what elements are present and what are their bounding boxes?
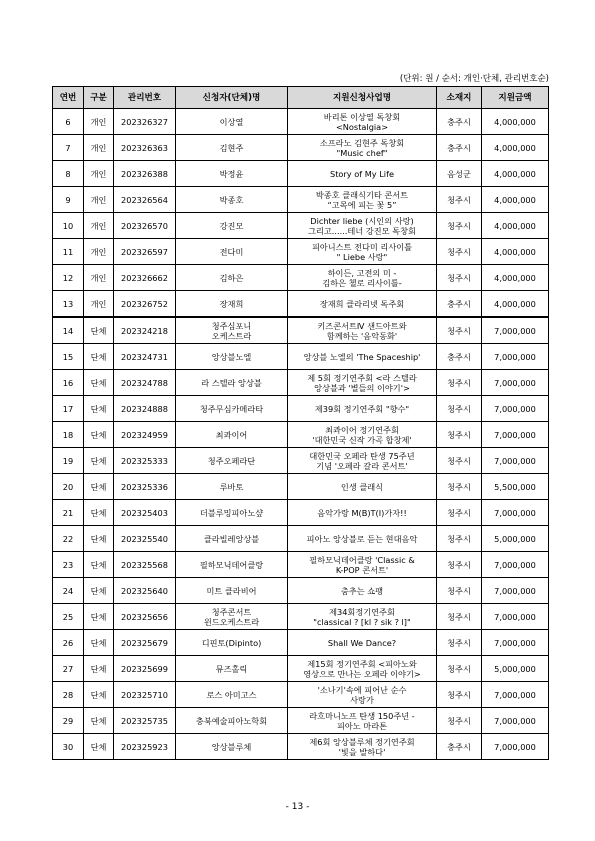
row-location: 음성군 bbox=[437, 161, 482, 187]
row-applicant: 김하은 bbox=[176, 265, 288, 291]
unit-note: (단위: 원 / 순서: 개인·단체, 관리번호순) bbox=[399, 74, 549, 84]
row-type: 개인 bbox=[84, 135, 114, 161]
row-location: 청주시 bbox=[437, 552, 482, 578]
row-type: 개인 bbox=[84, 213, 114, 239]
table-row bbox=[53, 239, 549, 265]
row-amount: 7,000,000 bbox=[482, 604, 549, 630]
row-location: 청주시 bbox=[437, 500, 482, 526]
row-id: 202326570 bbox=[114, 213, 176, 239]
table-row bbox=[53, 344, 549, 370]
row-location: 충주시 bbox=[437, 734, 482, 760]
row-applicant: 장재희 bbox=[176, 291, 288, 318]
table-row bbox=[53, 604, 549, 630]
table-row bbox=[53, 656, 549, 682]
row-number: 19 bbox=[53, 448, 84, 474]
table-row bbox=[53, 578, 549, 604]
row-type: 단체 bbox=[84, 656, 114, 682]
row-amount: 5,000,000 bbox=[482, 656, 549, 682]
row-applicant: 김현주 bbox=[176, 135, 288, 161]
row-id: 202326388 bbox=[114, 161, 176, 187]
row-id: 202326597 bbox=[114, 239, 176, 265]
row-location: 청주시 bbox=[437, 474, 482, 500]
row-location: 충주시 bbox=[437, 344, 482, 370]
header-id: 관리번호 bbox=[114, 87, 176, 109]
row-number: 14 bbox=[53, 317, 84, 344]
row-number: 8 bbox=[53, 161, 84, 187]
row-amount: 4,000,000 bbox=[482, 187, 549, 213]
row-amount: 7,000,000 bbox=[482, 552, 549, 578]
row-type: 단체 bbox=[84, 448, 114, 474]
row-id: 202326363 bbox=[114, 135, 176, 161]
row-id: 202326564 bbox=[114, 187, 176, 213]
row-project: 피아니스트 전다미 리사이틀 " Liebe 사랑" bbox=[288, 239, 437, 265]
header-project: 지원신청사업명 bbox=[288, 87, 437, 109]
row-project: 대한민국 오페라 탄생 75주년 기념 '오페라 갈라 콘서트' bbox=[288, 448, 437, 474]
table-row bbox=[53, 526, 549, 552]
row-id: 202325656 bbox=[114, 604, 176, 630]
row-project: 필하모닉데어클랑 'Classic & K-POP 콘서트' bbox=[288, 552, 437, 578]
row-type: 단체 bbox=[84, 604, 114, 630]
row-project: Dichter liebe (시인의 사랑) 그리고......테너 강진모 독창회 bbox=[288, 213, 437, 239]
table-row bbox=[53, 135, 549, 161]
row-number: 15 bbox=[53, 344, 84, 370]
row-applicant: 박종호 bbox=[176, 187, 288, 213]
table-row bbox=[53, 448, 549, 474]
row-type: 단체 bbox=[84, 396, 114, 422]
row-number: 20 bbox=[53, 474, 84, 500]
row-amount: 7,000,000 bbox=[482, 448, 549, 474]
row-number: 7 bbox=[53, 135, 84, 161]
table-row bbox=[53, 474, 549, 500]
row-number: 18 bbox=[53, 422, 84, 448]
table-row bbox=[53, 630, 549, 656]
row-id: 202325568 bbox=[114, 552, 176, 578]
table-row bbox=[53, 500, 549, 526]
row-location: 충주시 bbox=[437, 291, 482, 318]
row-applicant: 뮤즈홀릭 bbox=[176, 656, 288, 682]
table-row bbox=[53, 396, 549, 422]
row-number: 25 bbox=[53, 604, 84, 630]
row-location: 청주시 bbox=[437, 213, 482, 239]
row-applicant: 더블루밍피아노샾 bbox=[176, 500, 288, 526]
table-row bbox=[53, 265, 549, 291]
row-amount: 4,000,000 bbox=[482, 291, 549, 318]
row-number: 11 bbox=[53, 239, 84, 265]
row-id: 202324888 bbox=[114, 396, 176, 422]
row-id: 202324218 bbox=[114, 317, 176, 344]
row-location: 청주시 bbox=[437, 370, 482, 396]
row-id: 202325710 bbox=[114, 682, 176, 708]
row-number: 26 bbox=[53, 630, 84, 656]
row-type: 단체 bbox=[84, 500, 114, 526]
row-id: 202324788 bbox=[114, 370, 176, 396]
row-id: 202324731 bbox=[114, 344, 176, 370]
row-number: 12 bbox=[53, 265, 84, 291]
row-location: 청주시 bbox=[437, 422, 482, 448]
row-location: 청주시 bbox=[437, 604, 482, 630]
table-row bbox=[53, 734, 549, 760]
row-applicant: 디핀토(Dipinto) bbox=[176, 630, 288, 656]
row-id: 202325333 bbox=[114, 448, 176, 474]
row-applicant: 청주콘서트 윈드오케스트라 bbox=[176, 604, 288, 630]
row-amount: 7,000,000 bbox=[482, 317, 549, 344]
row-amount: 7,000,000 bbox=[482, 708, 549, 734]
row-number: 6 bbox=[53, 109, 84, 135]
table-row bbox=[53, 187, 549, 213]
row-number: 27 bbox=[53, 656, 84, 682]
row-location: 청주시 bbox=[437, 578, 482, 604]
row-type: 개인 bbox=[84, 109, 114, 135]
row-number: 16 bbox=[53, 370, 84, 396]
row-amount: 7,000,000 bbox=[482, 682, 549, 708]
row-type: 단체 bbox=[84, 317, 114, 344]
row-amount: 4,000,000 bbox=[482, 213, 549, 239]
row-applicant: 강진모 bbox=[176, 213, 288, 239]
row-project: 인생 클래식 bbox=[288, 474, 437, 500]
row-applicant: 앙상블노엘 bbox=[176, 344, 288, 370]
row-location: 충주시 bbox=[437, 135, 482, 161]
row-project: 제 5회 정기연주회 <라 스텔라 앙상블과 '별들의 이야기'> bbox=[288, 370, 437, 396]
row-amount: 7,000,000 bbox=[482, 344, 549, 370]
row-applicant: 앙상블루체 bbox=[176, 734, 288, 760]
row-project: 앙상블 노엘의 'The Spaceship' bbox=[288, 344, 437, 370]
row-location: 충주시 bbox=[437, 109, 482, 135]
table-body bbox=[53, 109, 549, 760]
row-number: 9 bbox=[53, 187, 84, 213]
table-row bbox=[53, 682, 549, 708]
row-applicant: 청주심포니 오케스트라 bbox=[176, 317, 288, 344]
row-project: '소나기'속에 피어난 순수 사랑가 bbox=[288, 682, 437, 708]
row-location: 청주시 bbox=[437, 682, 482, 708]
row-amount: 4,000,000 bbox=[482, 161, 549, 187]
row-location: 청주시 bbox=[437, 526, 482, 552]
table-row bbox=[53, 708, 549, 734]
row-id: 202326327 bbox=[114, 109, 176, 135]
row-type: 단체 bbox=[84, 344, 114, 370]
row-number: 17 bbox=[53, 396, 84, 422]
row-amount: 7,000,000 bbox=[482, 500, 549, 526]
row-id: 202325336 bbox=[114, 474, 176, 500]
row-project: 라흐마니노프 탄생 150주년 - 피아노 마라톤 bbox=[288, 708, 437, 734]
row-applicant: 최콰이어 bbox=[176, 422, 288, 448]
row-type: 단체 bbox=[84, 682, 114, 708]
table-row bbox=[53, 317, 549, 344]
row-id: 202325923 bbox=[114, 734, 176, 760]
table-row bbox=[53, 161, 549, 187]
row-amount: 7,000,000 bbox=[482, 734, 549, 760]
row-amount: 7,000,000 bbox=[482, 578, 549, 604]
row-amount: 7,000,000 bbox=[482, 630, 549, 656]
row-id: 202325540 bbox=[114, 526, 176, 552]
row-applicant: 전다미 bbox=[176, 239, 288, 265]
row-location: 청주시 bbox=[437, 265, 482, 291]
row-type: 단체 bbox=[84, 370, 114, 396]
row-applicant: 청주오페라단 bbox=[176, 448, 288, 474]
header-location: 소재지 bbox=[437, 87, 482, 109]
row-project: 제6회 앙상블루체 정기연주회 '빛을 발하다' bbox=[288, 734, 437, 760]
header-type: 구분 bbox=[84, 87, 114, 109]
row-type: 개인 bbox=[84, 291, 114, 318]
row-applicant: 필하모닉데어클랑 bbox=[176, 552, 288, 578]
row-number: 23 bbox=[53, 552, 84, 578]
row-applicant: 루바토 bbox=[176, 474, 288, 500]
row-applicant: 미트 클라비어 bbox=[176, 578, 288, 604]
row-type: 단체 bbox=[84, 708, 114, 734]
table-row bbox=[53, 552, 549, 578]
row-id: 202325735 bbox=[114, 708, 176, 734]
row-id: 202326752 bbox=[114, 291, 176, 318]
row-amount: 4,000,000 bbox=[482, 239, 549, 265]
row-applicant: 라 스텔라 앙상블 bbox=[176, 370, 288, 396]
row-project: 바리톤 이상열 독창회 <Nostalgia> bbox=[288, 109, 437, 135]
row-amount: 4,000,000 bbox=[482, 135, 549, 161]
row-applicant: 박정윤 bbox=[176, 161, 288, 187]
header-amount: 지원금액 bbox=[482, 87, 549, 109]
row-project: 소프라노 김현주 독창회 "Music chef" bbox=[288, 135, 437, 161]
row-project: 키즈콘서트Ⅳ 샌드아트와 함께하는 '음악동화' bbox=[288, 317, 437, 344]
row-number: 30 bbox=[53, 734, 84, 760]
row-amount: 4,000,000 bbox=[482, 265, 549, 291]
row-project: Shall We Dance? bbox=[288, 630, 437, 656]
row-amount: 7,000,000 bbox=[482, 370, 549, 396]
row-project: 제15회 정기연주회 <피아노와 영상으로 만나는 오페라 이야기> bbox=[288, 656, 437, 682]
row-number: 13 bbox=[53, 291, 84, 318]
row-id: 202325679 bbox=[114, 630, 176, 656]
row-applicant: 이상열 bbox=[176, 109, 288, 135]
row-type: 단체 bbox=[84, 578, 114, 604]
row-applicant: 충북예술피아노학회 bbox=[176, 708, 288, 734]
row-project: 최콰이어 정기연주회 '대한민국 신작 가곡 합창제' bbox=[288, 422, 437, 448]
header-applicant: 신청자(단체)명 bbox=[176, 87, 288, 109]
grant-table bbox=[52, 86, 549, 760]
row-project: 피아노 앙상블로 듣는 현대음악 bbox=[288, 526, 437, 552]
page-number: - 13 - bbox=[285, 802, 310, 812]
row-location: 청주시 bbox=[437, 448, 482, 474]
table-row bbox=[53, 291, 549, 318]
row-project: 박종호 클래식기타 콘서트 “고목에 피는 꽃 5” bbox=[288, 187, 437, 213]
row-applicant: 로스 아미고스 bbox=[176, 682, 288, 708]
row-project: 춤추는 쇼팽 bbox=[288, 578, 437, 604]
row-number: 29 bbox=[53, 708, 84, 734]
row-location: 청주시 bbox=[437, 630, 482, 656]
row-type: 단체 bbox=[84, 526, 114, 552]
row-project: 하이든, 고전의 미 - 김하은 첼로 리사이틀- bbox=[288, 265, 437, 291]
row-type: 개인 bbox=[84, 187, 114, 213]
table-row bbox=[53, 370, 549, 396]
row-type: 단체 bbox=[84, 474, 114, 500]
row-id: 202326662 bbox=[114, 265, 176, 291]
row-project: 제34회정기연주회 "classical ? [kl ? sik ? l]" bbox=[288, 604, 437, 630]
row-location: 청주시 bbox=[437, 396, 482, 422]
row-type: 개인 bbox=[84, 239, 114, 265]
row-amount: 7,000,000 bbox=[482, 396, 549, 422]
table-row bbox=[53, 422, 549, 448]
row-location: 청주시 bbox=[437, 239, 482, 265]
row-id: 202325403 bbox=[114, 500, 176, 526]
row-location: 청주시 bbox=[437, 187, 482, 213]
row-amount: 5,500,000 bbox=[482, 474, 549, 500]
row-type: 단체 bbox=[84, 630, 114, 656]
row-id: 202325640 bbox=[114, 578, 176, 604]
row-project: 음악가랑 M(B)T(I)가자!! bbox=[288, 500, 437, 526]
row-type: 개인 bbox=[84, 161, 114, 187]
row-applicant: 청주무심카메라타 bbox=[176, 396, 288, 422]
row-amount: 4,000,000 bbox=[482, 109, 549, 135]
row-amount: 5,000,000 bbox=[482, 526, 549, 552]
header-row bbox=[53, 87, 549, 109]
row-type: 개인 bbox=[84, 265, 114, 291]
row-id: 202325699 bbox=[114, 656, 176, 682]
row-number: 24 bbox=[53, 578, 84, 604]
row-project: 장재희 클라리넷 독주회 bbox=[288, 291, 437, 318]
row-type: 단체 bbox=[84, 552, 114, 578]
row-number: 10 bbox=[53, 213, 84, 239]
row-applicant: 클라빌레앙상블 bbox=[176, 526, 288, 552]
row-project: Story of My Life bbox=[288, 161, 437, 187]
row-project: 제39회 정기연주회 "향수" bbox=[288, 396, 437, 422]
table-row bbox=[53, 213, 549, 239]
row-location: 청주시 bbox=[437, 317, 482, 344]
row-number: 22 bbox=[53, 526, 84, 552]
row-amount: 7,000,000 bbox=[482, 422, 549, 448]
row-number: 28 bbox=[53, 682, 84, 708]
row-type: 단체 bbox=[84, 422, 114, 448]
row-location: 청주시 bbox=[437, 708, 482, 734]
row-id: 202324959 bbox=[114, 422, 176, 448]
row-location: 청주시 bbox=[437, 656, 482, 682]
table-row bbox=[53, 109, 549, 135]
header-no: 연번 bbox=[53, 87, 84, 109]
row-type: 단체 bbox=[84, 734, 114, 760]
row-number: 21 bbox=[53, 500, 84, 526]
